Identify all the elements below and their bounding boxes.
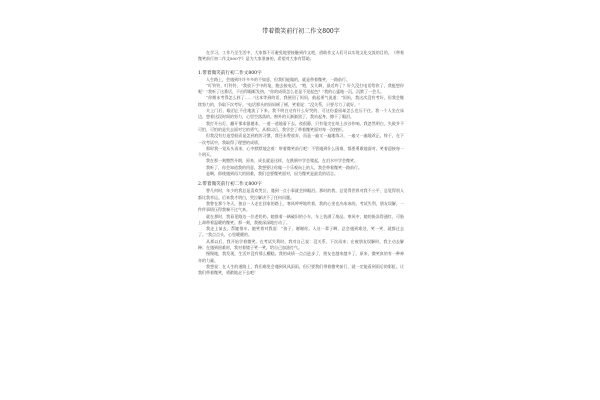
essay-1-paragraph: 那时我一觉从头再来，心中默默地念着：带着微笑前行吧！不管遇到什么困难，都要勇敢地面对，笑着迎接每一个明天。 bbox=[198, 145, 404, 158]
essay-2-paragraph: 就在那时，我看见路边一位老奶奶，她推着一辆破旧的小车，车上装满了废品。寒风中，她的脸冻得通红，可脸上却带着温暖的微笑。那一刻，我被深深地打动了。 bbox=[198, 213, 404, 225]
essay-1-paragraph: 人生路上，会遇到许许多多的不如意，但我们能做的，就是带着微笑，一路前行。 bbox=[206, 76, 350, 82]
essay-1-heading: 1.带着微笑前行初二作文800字 bbox=[198, 70, 262, 76]
essay-2-paragraph: 我想说：在人生的道路上，我们难免会遇到风风雨雨，但只要我们带着微笑前行，就一定能看到雨后的彩虹。让我们带着微笑，勇敢地走下去吧！ bbox=[198, 263, 404, 276]
essay-2-paragraph: 曾几何时，年少的我总是喜欢哭泣，遇到一点小事就会掉眼泪。那时的我，总觉得世界对我不公平，总觉得别人都比我幸运。后来我才明白，哭泣解决不了任何问题。 bbox=[198, 188, 404, 200]
essay-2-heading: 2.带着微笑前行初二作文800字 bbox=[198, 182, 262, 188]
essay-1-paragraph: 是啊，即使遇到再大的困难，我们也要微笑面对，因为微笑是最美的语言。 bbox=[206, 171, 338, 177]
essay-1-paragraph: 我在那一刻豁然开朗，原来，成长就是这样，在跌倒中学会爬起，在泪水中学会微笑。 bbox=[206, 158, 358, 164]
document-title: 带着微笑前行初二作文800字 bbox=[262, 28, 340, 35]
essay-1-paragraph: 关上门后，眼泪止不住地流了下来。我不明白这有什么好哭的，可这份委屈却怎么也压不住。我一个人坐在床边，想着这段时间的努力，心里空落落的。窗外的天渐渐黑了，我站起身，擦干了眼泪。 bbox=[198, 108, 404, 120]
essay-1-paragraph: “叮铃铃，叮铃铃，”我放下手中的笔，跑去接电话，“喂，女儿啊，最近咋了？好久没打电话给你了，我挺想你呢！”我听了这番话，不由得眼眶发热，“你的成绩怎么老是不见起色？”我的心猛地一沉，沉默了一会儿。 bbox=[198, 82, 404, 95]
essay-2-paragraph: 从那以后，我开始学着微笑。在考试失利时，我对自己说：没关系，下次再来；在被朋友误解时，我主动去解释；在遇到困难时，我对着镜子笑一笑，给自己加油打气。 bbox=[198, 238, 404, 251]
essay-1-paragraph: “你期末考得怎么样了……”这本等到的话，我便回了妈妈，鼓起勇气说道：“妈妈，我这次没有考好，但我会继续努力的，争取下次考好。”电话那头的妈妈顿了顿，笑着说：“没关系，只要尽力了就好。” bbox=[198, 95, 404, 107]
intro-paragraph: 在学习，工作乃至生活中，大家都不可避免地要接触到作文吧，借助作文人们可以实现文化交流的目的。《带着微笑前行初二作文800字》是为大家准备的，希望对大家有帮助。 bbox=[198, 50, 404, 62]
essay-1-paragraph: 但我没有打退堂鼓而是怎到底的习惯，我还未曾放弃，而是一遍又一遍地练习，一遍又一遍地改正。终于，在下一次考试中，我取得了理想的成绩。 bbox=[198, 133, 404, 145]
essay-2-paragraph: 我曾在那个冬天，独自一人走在回家的路上，寒风呼呼地吹着，我的心里也冷冰冰的。考试失利，朋友误解，一件件事情压得我喘不过气来。 bbox=[198, 200, 404, 213]
essay-1-paragraph: 我听了，你会知道我的用意，我想要让你做一个乐观向上的人，我会带着微笑一路前行。 bbox=[206, 164, 362, 170]
document-body bbox=[198, 28, 404, 277]
essay-2-paragraph: 我走上前去，帮她推车。她笑着对我说：“孩子，谢谢你。人这一辈子啊，总会遇到难处，笑一笑，就都过去了。”我点点头，心里暖暖的。 bbox=[198, 226, 404, 238]
essay-2-paragraph: 慢慢地，我发现，生活并没有那么糟糕。我的成绩一点点进步了，朋友也越来越多了。原来，微笑真的有一种神奇的力量。 bbox=[198, 251, 404, 263]
essay-1-paragraph: 我打开台灯，翻开那本错题本，一道一道地看下去。夜很静，只有笔尖在纸上沙沙作响。我忽然明白，失败并不可怕，可怕的是失去面对它的勇气。从那以后，我学会了带着微笑面对每一次挫折。 bbox=[198, 120, 404, 132]
